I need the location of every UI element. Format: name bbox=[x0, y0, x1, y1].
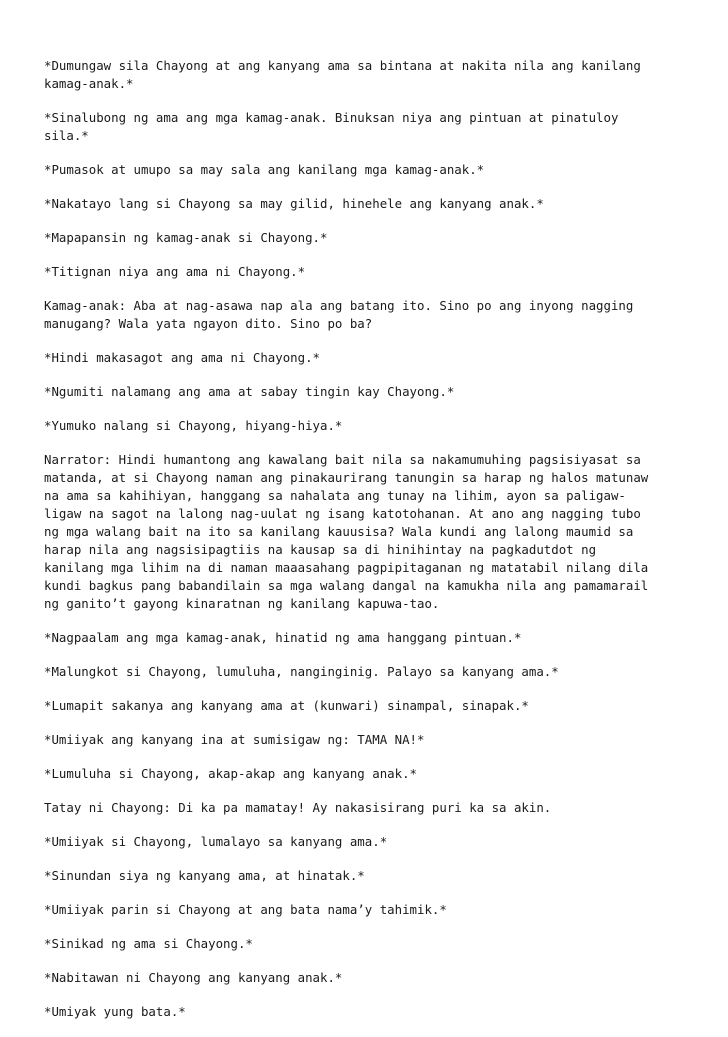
paragraph: *Titignan niya ang ama ni Chayong.* bbox=[44, 264, 306, 279]
paragraph: *Sinundan siya ng kanyang ama, at hinatak.* bbox=[44, 868, 365, 883]
paragraph: *Sinikad ng ama si Chayong.* bbox=[44, 936, 253, 951]
paragraph: *Lumapit sakanya ang kanyang ama at (kunwari) sinampal, sinapak.* bbox=[44, 698, 529, 713]
script-text bbox=[44, 57, 694, 1037]
paragraph: *Pumasok at umupo sa may sala ang kanilang mga kamag-anak.* bbox=[44, 162, 485, 177]
paragraph: *Yumuko nalang si Chayong, hiyang-hiya.* bbox=[44, 418, 343, 433]
paragraph: *Nakatayo lang si Chayong sa may gilid, hinehele ang kanyang anak.* bbox=[44, 196, 544, 211]
paragraph: *Umiyak yung bata.* bbox=[44, 1004, 186, 1019]
paragraph: *Umiiyak si Chayong, lumalayo sa kanyang ama.* bbox=[44, 834, 388, 849]
paragraph: *Mapapansin ng kamag-anak si Chayong.* bbox=[44, 230, 328, 245]
paragraph: *Sinalubong ng ama ang mga kamag-anak. Binuksan niya ang pintuan at pinatuloy sila.* bbox=[44, 110, 619, 143]
paragraph: Tatay ni Chayong: Di ka pa mamatay! Ay nakasisirang puri ka sa akin. bbox=[44, 800, 552, 815]
paragraph: *Nabitawan ni Chayong ang kanyang anak.* bbox=[44, 970, 343, 985]
paragraph: *Nagpaalam ang mga kamag-anak, hinatid ng ama hanggang pintuan.* bbox=[44, 630, 522, 645]
paragraph: *Dumungaw sila Chayong at ang kanyang ama sa bintana at nakita nila ang kanilang kamag-anak.* bbox=[44, 58, 641, 91]
paragraph: *Lumuluha si Chayong, akap-akap ang kanyang anak.* bbox=[44, 766, 417, 781]
paragraph: *Umiiyak parin si Chayong at ang bata nama’y tahimik.* bbox=[44, 902, 447, 917]
paragraph: *Ngumiti nalamang ang ama at sabay tingin kay Chayong.* bbox=[44, 384, 455, 399]
paragraph: *Hindi makasagot ang ama ni Chayong.* bbox=[44, 350, 321, 365]
narrator-paragraph: Narrator: Hindi humantong ang kawalang bait nila sa nakamumuhing pagsisiyasat sa matanda, at si Chayong naman ang pinakaurirang tanungin sa harap ng halos matunaw na ama sa kahihiyan, hanggang sa nahalata ang tunay na lihim, ayon sa paligaw- ligaw na sagot na lalong nag-uulat ng isang katotohanan. At ano ang nagging tubo ng mga walang bait na ito sa kanilang kauusisa? Wala kundi ang lalong maumid sa harap nila ang nagsisipagtiis na kausap sa di hinihintay na pagkadutdot ng kanilang mga lihim na di naman maaasahang pagpipitaganan ng matatabil nilang dila kundi bagkus pang babandilain sa mga walang dangal na kamukha nila ang pamamarail ng ganito’t gayong kinaratnan ng kanilang kapuwa-tao. bbox=[44, 452, 649, 611]
paragraph: *Malungkot si Chayong, lumuluha, nanginginig. Palayo sa kanyang ama.* bbox=[44, 664, 559, 679]
paragraph: Kamag-anak: Aba at nag-asawa nap ala ang batang ito. Sino po ang inyong nagging manugang? Wala yata ngayon dito. Sino po ba? bbox=[44, 298, 634, 331]
paragraph: *Umiiyak ang kanyang ina at sumisigaw ng: TAMA NA!* bbox=[44, 732, 425, 747]
